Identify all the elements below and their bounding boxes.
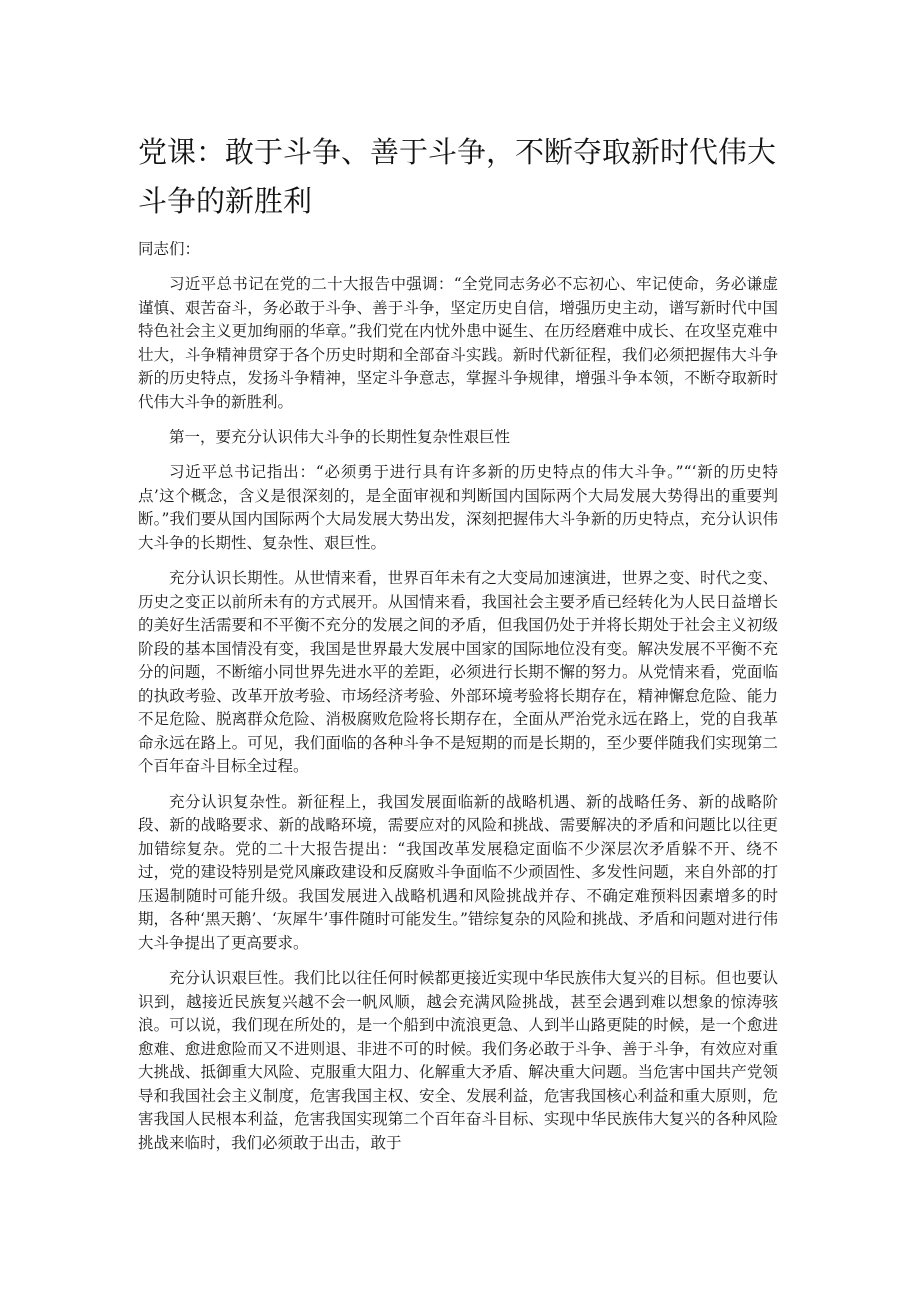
section-paragraph: 习近平总书记指出：“必须勇于进行具有许多新的历史特点的伟大斗争。”“‘新的历史特点’这个概念，含义是很深刻的，是全面审视和判断国内国际两个大局发展大势得出的重要判断。”我们要从国内国际两个大局发展大势出发，深刻把握伟大斗争新的历史特点，充分认识伟大斗争的长期性、复杂性、艰巨性。 — [138, 463, 778, 552]
section-paragraph: 充分认识复杂性。新征程上，我国发展面临新的战略机遇、新的战略任务、新的战略阶段、新的战略要求、新的战略环境，需要应对的风险和挑战、需要解决的矛盾和问题比以往更加错综复杂。党的二十大报告提出：“我国改革发展稳定面临不少深层次矛盾躲不开、绕不过，党的建设特别是党风廉政建设和反腐败斗争面临不少顽固性、多发性问题，来自外部的打压遏制随时可能升级。我国发展进入战略机遇和风险挑战并存、不确定难预料因素增多的时期，各种‘黑天鹅’、‘灰犀牛’事件随时可能发生。”错综复杂的风险和挑战、矛盾和问题对进行伟大斗争提出了更高要求。 — [138, 792, 778, 952]
section-paragraph: 充分认识长期性。从世情来看，世界百年未有之大变局加速演进，世界之变、时代之变、历史之变正以前所未有的方式展开。从国情来看，我国社会主要矛盾已经转化为人民日益增长的美好生活需要和不平衡不充分的发展之间的矛盾，但我国仍处于并将长期处于社会主义初级阶段的基本国情没有变，我国是世界最大发展中国家的国际地位没有变。解决发展不平衡不充分的问题，不断缩小同世界先进水平的差距，必须进行长期不懈的努力。从党情来看，党面临的执政考验、改革开放考验、市场经济考验、外部环境考验将长期存在，精神懈怠危险、能力不足危险、脱离群众危险、消极腐败危险将长期存在，全面从严治党永远在路上，党的自我革命永远在路上。可见，我们面临的各种斗争不是短期的而是长期的，至少要伴随我们实现第二个百年奋斗目标全过程。 — [138, 569, 778, 775]
section-heading: 第一，要充分认识伟大斗争的长期性复杂性艰巨性 — [169, 428, 511, 446]
section-paragraph: 充分认识艰巨性。我们比以往任何时候都更接近实现中华民族伟大复兴的目标。但也要认识到，越接近民族复兴越不会一帆风顺，越会充满风险挑战，甚至会遇到难以想象的惊涛骇浪。可以说，我们现在所处的，是一个船到中流浪更急、人到半山路更陡的时候，是一个愈进愈难、愈进愈险而又不进则退、非进不可的时候。我们务必敢于斗争、善于斗争，有效应对重大挑战、抵御重大风险、克服重大阻力、化解重大矛盾、解决重大问题。当危害中国共产党领导和我国社会主义制度，危害我国主权、安全、发展利益，危害我国核心利益和重大原则，危害我国人民根本利益，危害我国实现第二个百年奋斗目标、实现中华民族伟大复兴的各种风险挑战来临时，我们必须敢于出击，敢于 — [138, 969, 778, 1152]
document-page — [138, 128, 778, 1167]
salutation: 同志们： — [138, 240, 201, 258]
document-title: 党课：敢于斗争、善于斗争，不断夺取新时代伟大斗争的新胜利 — [138, 135, 777, 218]
intro-paragraph: 习近平总书记在党的二十大报告中强调：“全党同志务必不忘初心、牢记使命，务必谦虚谨慎、艰苦奋斗，务必敢于斗争、善于斗争，坚定历史自信，增强历史主动，谱写新时代中国特色社会主义更加绚丽的华章。”我们党在内忧外患中诞生、在历经磨难中成长、在攻坚克难中壮大，斗争精神贯穿于各个历史时期和全部奋斗实践。新时代新征程，我们必须把握伟大斗争新的历史特点，发扬斗争精神，坚定斗争意志，掌握斗争规律，增强斗争本领，不断夺取新时代伟大斗争的新胜利。 — [138, 275, 778, 411]
